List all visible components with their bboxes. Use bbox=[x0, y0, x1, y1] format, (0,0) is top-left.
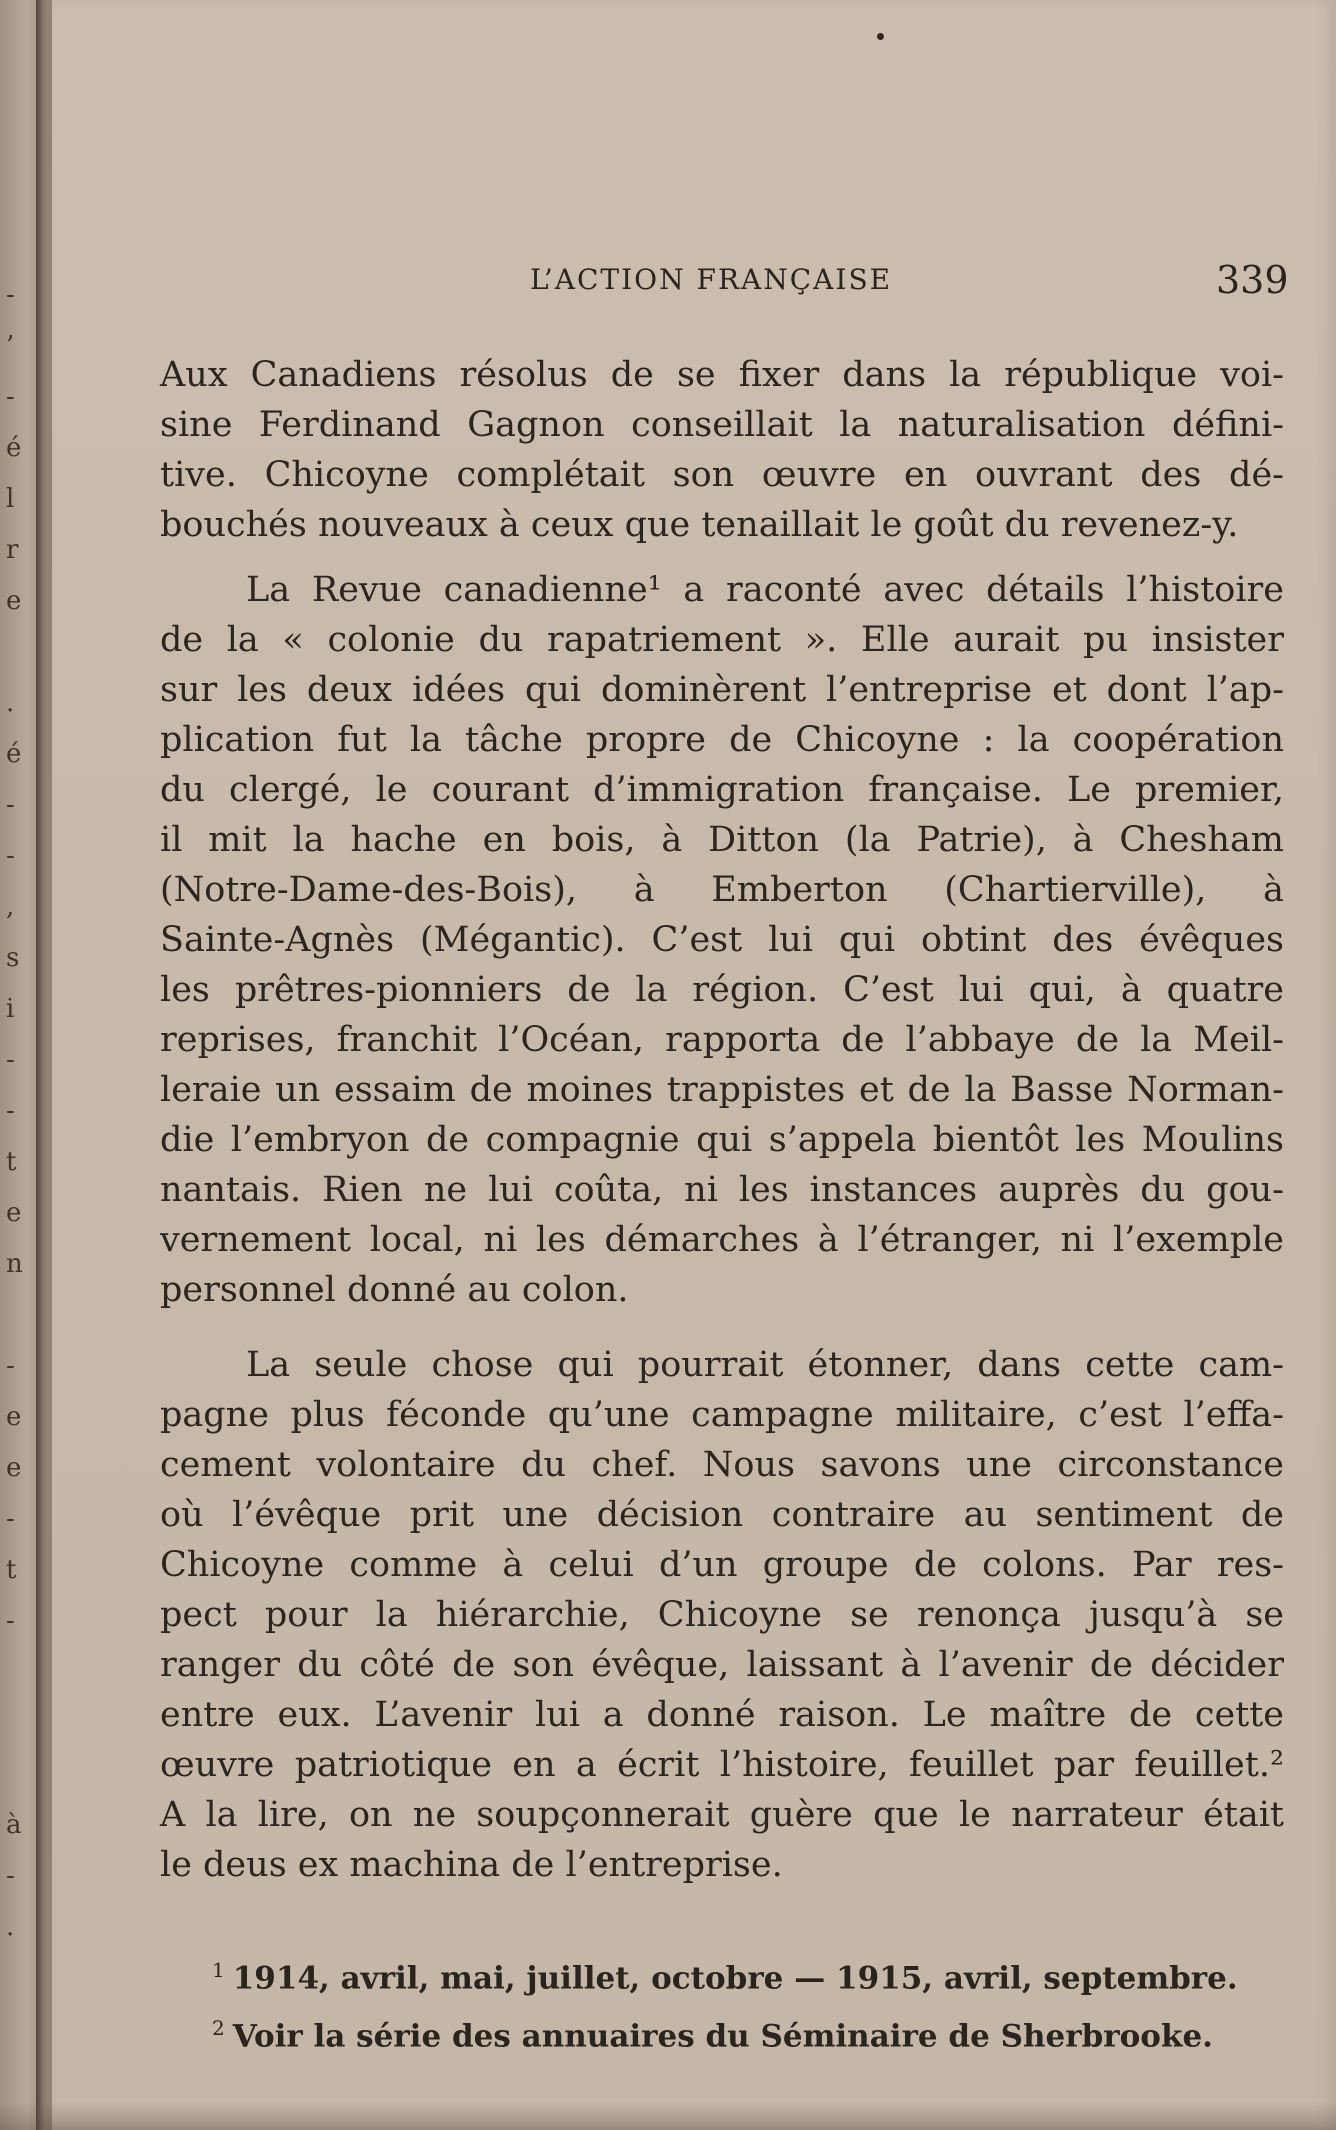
body-line-7: sur les deux idées qui dominèrent l’entreprise et dont l’ap- bbox=[160, 670, 1284, 710]
body-line-3: tive. Chicoyne complétait son œuvre en ouvrant des dé- bbox=[160, 455, 1284, 495]
body-line-6: de la « colonie du rapatriement ». Elle aurait pu insister bbox=[160, 620, 1284, 660]
footnote-mark: 1 bbox=[212, 1958, 225, 1982]
body-line-26: ranger du côté de son évêque, laissant à l’avenir de décider bbox=[160, 1645, 1284, 1685]
bottom-shadow bbox=[0, 2102, 1336, 2130]
body-line-8: plication fut la tâche propre de Chicoyne : la coopération bbox=[160, 720, 1284, 760]
body-line-1: Aux Canadiens résolus de se fixer dans la république voi- bbox=[160, 355, 1284, 395]
body-line-16: die l’embryon de compagnie qui s’appela bientôt les Moulins bbox=[160, 1120, 1284, 1160]
body-line-21: pagne plus féconde qu’une campagne militaire, c’est l’effa- bbox=[160, 1395, 1284, 1435]
body-line-27: entre eux. L’avenir lui a donné raison. Le maître de cette bbox=[160, 1695, 1284, 1735]
body-line-29: A la lire, on ne soupçonnerait guère que le narrateur était bbox=[160, 1795, 1284, 1835]
body-line-28: œuvre patriotique en a écrit l’histoire, feuillet par feuillet.² bbox=[160, 1745, 1284, 1785]
footnote-text: 1914, avril, mai, juillet, octobre — 1915, avril, septembre. bbox=[232, 1960, 1238, 1997]
body-line-2: sine Ferdinand Gagnon conseillait la naturalisation défini- bbox=[160, 405, 1284, 445]
running-header: L’ACTION FRANÇAISE bbox=[530, 263, 893, 296]
footnote-2 bbox=[212, 2006, 1213, 2058]
body-line-23: où l’évêque prit une décision contraire au sentiment de bbox=[160, 1495, 1284, 1535]
book-page bbox=[52, 0, 1336, 2130]
body-line-24: Chicoyne comme à celui d’un groupe de colons. Par res- bbox=[160, 1545, 1284, 1585]
body-line-18: vernement local, ni les démarches à l’étranger, ni l’exemple bbox=[160, 1220, 1284, 1260]
previous-page-margin-characters: - ’ - é l r e . é - - , s i - - t e n - e e - t - à - . bbox=[6, 280, 23, 1942]
body-line-15: leraie un essaim de moines trappistes et de la Basse Norman- bbox=[160, 1070, 1284, 1110]
body-line-22: cement volontaire du chef. Nous savons une circonstance bbox=[160, 1445, 1284, 1485]
ink-speck bbox=[877, 33, 884, 40]
footnote-1 bbox=[212, 1948, 1238, 2000]
body-line-11: (Notre-Dame-des-Bois), à Emberton (Chartierville), à bbox=[160, 870, 1284, 910]
body-line-12: Sainte-Agnès (Mégantic). C’est lui qui obtint des évêques bbox=[160, 920, 1284, 960]
body-line-9: du clergé, le courant d’immigration française. Le premier, bbox=[160, 770, 1284, 810]
body-line-19: personnel donné au colon. bbox=[160, 1270, 629, 1310]
body-line-30: le deus ex machina de l’entreprise. bbox=[160, 1845, 783, 1885]
body-line-20: La seule chose qui pourrait étonner, dans cette cam- bbox=[246, 1345, 1284, 1385]
footnote-mark: 2 bbox=[212, 2016, 225, 2040]
footnote-text: Voir la série des annuaires du Séminaire de Sherbrooke. bbox=[232, 2018, 1213, 2055]
body-line-13: les prêtres-pionniers de la région. C’est lui qui, à quatre bbox=[160, 970, 1284, 1010]
body-line-5: La Revue canadienne¹ a raconté avec détails l’histoire bbox=[246, 570, 1284, 610]
body-line-25: pect pour la hiérarchie, Chicoyne se renonça jusqu’à se bbox=[160, 1595, 1284, 1635]
body-line-10: il mit la hache en bois, à Ditton (la Patrie), à Chesham bbox=[160, 820, 1284, 860]
body-line-17: nantais. Rien ne lui coûta, ni les instances auprès du gou- bbox=[160, 1170, 1284, 1210]
body-line-4: bouchés nouveaux à ceux que tenaillait le goût du revenez-y. bbox=[160, 505, 1239, 545]
body-line-14: reprises, franchit l’Océan, rapporta de l’abbaye de la Meil- bbox=[160, 1020, 1284, 1060]
page-number: 339 bbox=[1216, 258, 1289, 302]
